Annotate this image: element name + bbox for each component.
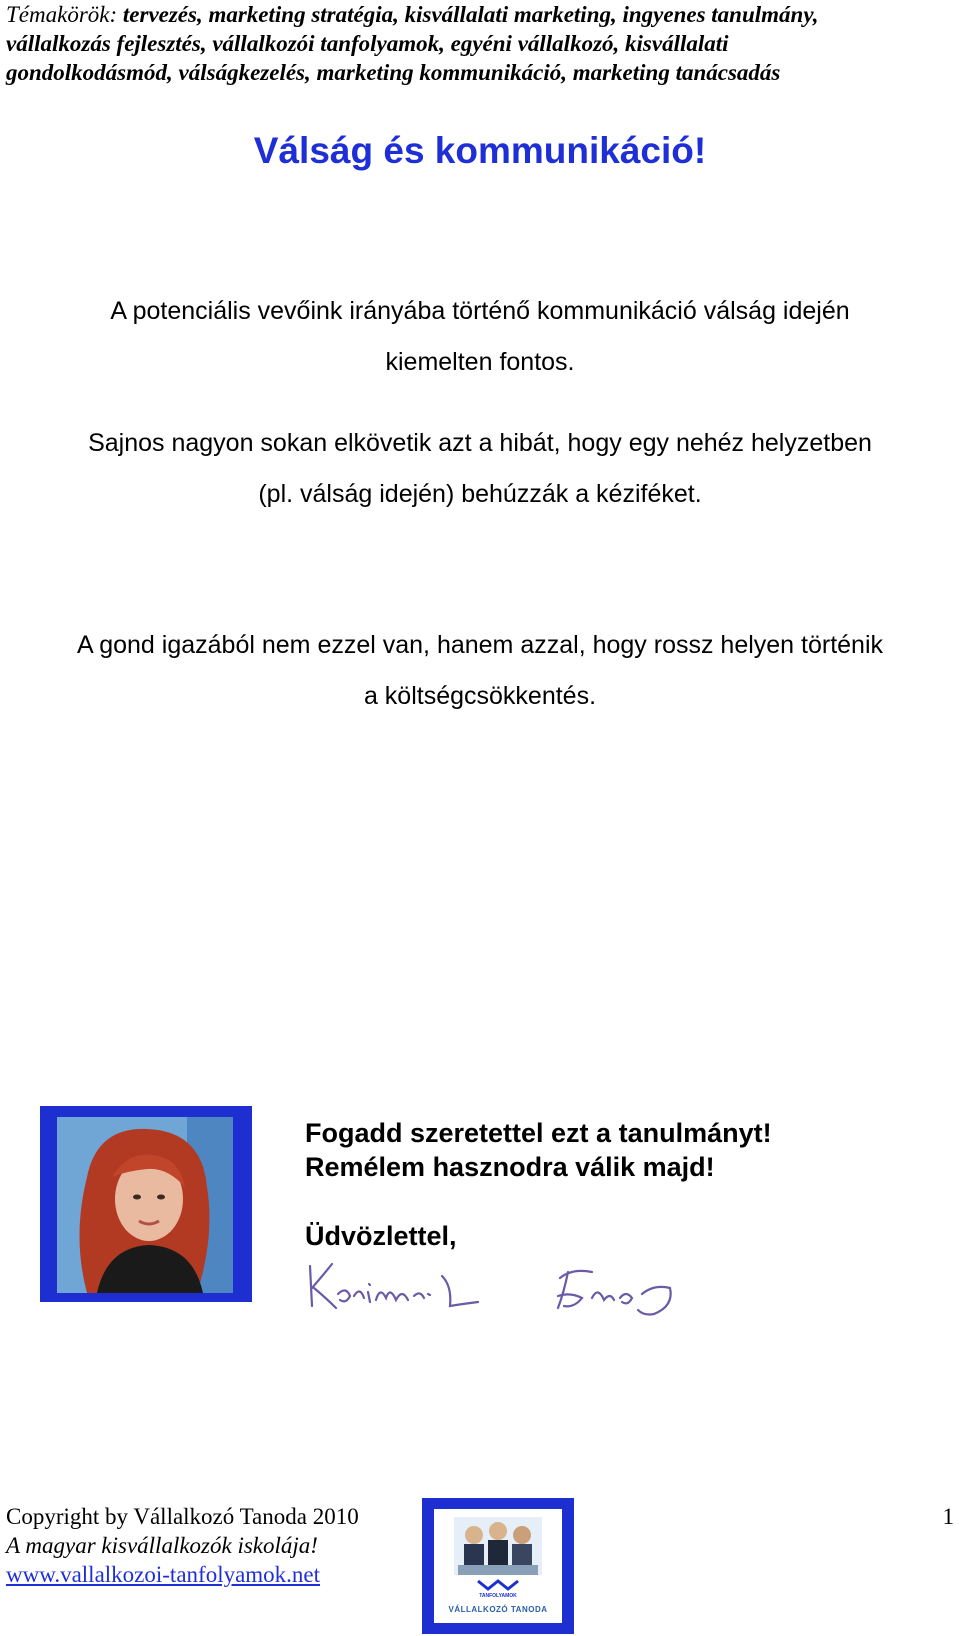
greeting: Üdvözlettel, [305, 1221, 457, 1251]
topics-keywords-line1: tervezés, marketing stratégia, kisvállalati marketing, ingyenes tanulmány, [122, 2, 819, 27]
topics-keywords-line2: vállalkozás fejlesztés, vállalkozói tanfolyamok, egyéni vállalkozó, kisvállalati [6, 31, 729, 56]
paragraph-3-line2: a költségcsökkentés. [363, 682, 597, 710]
paragraph-2-line1: Sajnos nagyon sokan elkövetik azt a hibát, hogy egy nehéz helyzetben [88, 429, 872, 457]
paragraph-1-line2: kiemelten fontos. [385, 348, 575, 376]
paragraph-2-line2: (pl. válság idején) behúzzák a kéziféket. [258, 480, 702, 508]
closing-line-1: Fogadd szeretettel ezt a tanulmányt! [305, 1118, 772, 1148]
footer-url-link[interactable]: www.vallalkozoi-tanfolyamok.net [6, 1562, 321, 1587]
footer-tagline: A magyar kisvállalkozók iskolája! [6, 1533, 318, 1558]
paragraph-1-line1: A potenciális vevőink irányába történő kommunikáció válság idején [110, 297, 850, 325]
paragraph-2 [0, 418, 960, 520]
closing-line-2: Remélem hasznodra válik majd! [305, 1152, 715, 1182]
logo-subtext: TANFOLYAMOK [479, 1593, 517, 1599]
paragraph-3-line1: A gond igazából nem ezzel van, hanem azzal, hogy rossz helyen történik [76, 631, 884, 659]
author-photo [40, 1106, 252, 1302]
author-photo-image [57, 1117, 233, 1293]
footer [6, 1502, 359, 1589]
page-title: Válság és kommunikáció! [253, 130, 707, 171]
topics-header [6, 0, 946, 87]
handwritten-signature [302, 1256, 702, 1326]
logo-brand-text: VÁLLALKOZÓ TANODA [448, 1605, 548, 1614]
paragraph-1 [0, 286, 960, 388]
paragraph-3 [0, 620, 960, 722]
page-number: 1 [942, 1504, 954, 1529]
company-logo [422, 1498, 574, 1634]
footer-copyright: Copyright by Vállalkozó Tanoda 2010 [6, 1504, 359, 1529]
topics-label: Témakörök: [6, 2, 118, 27]
topics-keywords-line3: gondolkodásmód, válságkezelés, marketing kommunikáció, marketing tanácsadás [6, 60, 781, 85]
logo-image [434, 1509, 562, 1623]
